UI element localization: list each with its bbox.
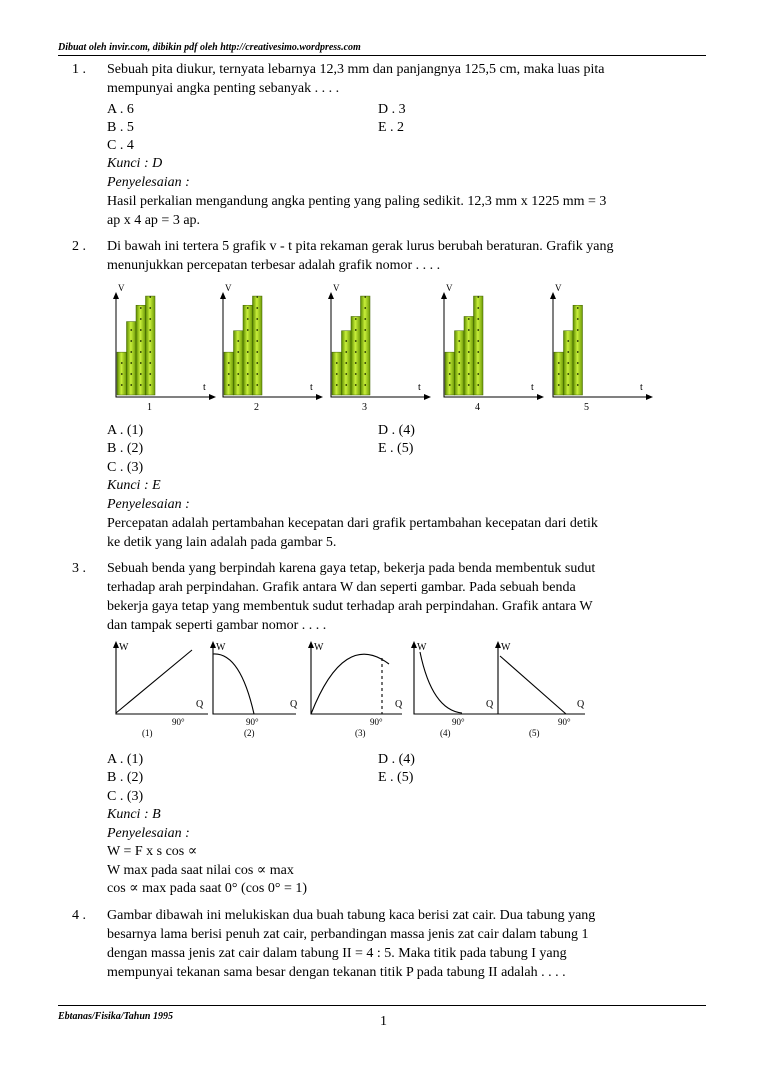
axis-label-v: V [446, 283, 453, 293]
axis-label-w: W [216, 642, 226, 653]
question-text: Di bawah ini tertera 5 grafik v - t pita rekaman gerak lurus berubah beraturan. Grafik yang [107, 239, 614, 254]
axis-label-t: t [531, 382, 534, 393]
solution-text: ap x 4 ap = 3 ap. [107, 213, 201, 228]
graph-number: 3 [362, 402, 367, 413]
question-text: besarnya lama berisi penuh zat cair, perbandingan massa jenis zat cair dalam tabung 1 [107, 927, 589, 942]
angle-label: 90° [370, 717, 383, 727]
question-text: Gambar dibawah ini melukiskan dua buah tabung kaca berisi zat cair. Dua tabung yang [107, 908, 596, 923]
graph-number: (5) [529, 728, 540, 738]
graph-3-axes [311, 646, 402, 714]
axis-label-w: W [314, 642, 324, 653]
solution-text: ke detik yang lain adalah pada gambar 5. [107, 535, 337, 550]
graph-number: 5 [584, 402, 589, 413]
graph-number: 4 [475, 402, 480, 413]
question-number: 2 . [72, 239, 86, 254]
option-c: C . 4 [107, 138, 134, 153]
option-c: C . (3) [107, 789, 144, 804]
graph-number: (1) [142, 728, 153, 738]
option-b: B . (2) [107, 441, 144, 456]
axis-label-q: Q [486, 699, 494, 710]
solution-text: Percepatan adalah pertambahan kecepatan dari grafik pertambahan kecepatan dari detik [107, 516, 598, 531]
question-text: mempunyai tekanan sama besar dengan tekanan titik P pada tabung II adalah . . . . [107, 965, 566, 980]
graph-4-curve [420, 652, 462, 713]
solution-text: W max pada saat nilai cos ∝ max [107, 863, 294, 878]
angle-label: 90° [172, 717, 185, 727]
question-text: mempunyai angka penting sebanyak . . . . [107, 81, 340, 96]
option-a: A . (1) [107, 752, 144, 767]
page-footer: Ebtanas/Fisika/Tahun 1995 [58, 1011, 173, 1022]
solution-title: Penyelesaian : [107, 497, 190, 512]
question-number: 3 . [72, 561, 86, 576]
question-text: terhadap arah perpindahan. Grafik antara W dan seperti gambar. Pada sebuah benda [107, 580, 576, 595]
option-a: A . (1) [107, 423, 144, 438]
axis-label-t: t [310, 382, 313, 393]
answer-key: Kunci : E [107, 478, 161, 493]
axis-label-q: Q [395, 699, 403, 710]
axis-label-w: W [501, 642, 511, 653]
graph-2-axes [213, 646, 296, 714]
graph-5-curve [500, 656, 566, 714]
graph-3-curve [311, 654, 389, 714]
option-e: E . 2 [378, 120, 405, 135]
graph-number: (2) [244, 728, 255, 738]
axis-label-v: V [118, 283, 125, 293]
option-a: A . 6 [107, 102, 134, 117]
solution-text: cos ∝ max pada saat 0° (cos 0° = 1) [107, 881, 308, 896]
axis-label-v: V [555, 283, 562, 293]
question-number: 4 . [72, 908, 86, 923]
axis-label-t: t [640, 382, 643, 393]
graph-number: 2 [254, 402, 259, 413]
option-e: E . (5) [378, 770, 414, 785]
question-text: dan tampak seperti gambar nomor . . . . [107, 618, 327, 633]
graph-5-axes [498, 646, 585, 714]
option-b: B . (2) [107, 770, 144, 785]
graph-2-curve [213, 654, 254, 714]
solution-title: Penyelesaian : [107, 175, 190, 190]
question-text: menunjukkan percepatan terbesar adalah grafik nomor . . . . [107, 258, 441, 273]
footer-rule [58, 1005, 706, 1006]
question-text: Sebuah pita diukur, ternyata lebarnya 12,3 mm dan panjangnya 125,5 cm, maka luas pita [107, 62, 605, 77]
axis-label-v: V [225, 283, 232, 293]
graph-number: (3) [355, 728, 366, 738]
question-text: Sebuah benda yang berpindah karena gaya tetap, bekerja pada benda membentuk sudut [107, 561, 596, 576]
graph-number: (4) [440, 728, 451, 738]
answer-key: Kunci : B [107, 807, 161, 822]
page-header: Dibuat oleh invir.com, dibikin pdf oleh http://creativesimo.wordpress.com [58, 42, 361, 53]
solution-text: Hasil perkalian mengandung angka penting yang paling sedikit. 12,3 mm x 1225 mm = 3 [107, 194, 607, 209]
axis-label-q: Q [577, 699, 585, 710]
angle-label: 90° [558, 717, 571, 727]
solution-text: W = F x s cos ∝ [107, 844, 198, 859]
axis-label-q: Q [196, 699, 204, 710]
page-number: 1 [380, 1014, 387, 1029]
solution-title: Penyelesaian : [107, 826, 190, 841]
axis-label-w: W [119, 642, 129, 653]
question-text: bekerja gaya tetap yang membentuk sudut terhadap arah perpindahan. Grafik antara W [107, 599, 593, 614]
option-b: B . 5 [107, 120, 134, 135]
option-e: E . (5) [378, 441, 414, 456]
axis-label-w: W [417, 642, 427, 653]
axis-label-t: t [203, 382, 206, 393]
answer-key: Kunci : D [107, 156, 163, 171]
graph-1-axes [116, 646, 208, 714]
axis-label-t: t [418, 382, 421, 393]
angle-label: 90° [246, 717, 259, 727]
question-number: 1 . [72, 62, 86, 77]
option-c: C . (3) [107, 460, 144, 475]
option-d: D . 3 [378, 102, 406, 117]
option-d: D . (4) [378, 752, 415, 767]
question-text: dengan massa jenis zat cair dalam tabung II = 4 : 5. Maka titik pada tabung I yang [107, 946, 567, 961]
axis-label-v: V [333, 283, 340, 293]
graph-number: 1 [147, 402, 152, 413]
angle-label: 90° [452, 717, 465, 727]
option-d: D . (4) [378, 423, 415, 438]
graph-1-curve [116, 650, 192, 713]
axis-label-q: Q [290, 699, 298, 710]
